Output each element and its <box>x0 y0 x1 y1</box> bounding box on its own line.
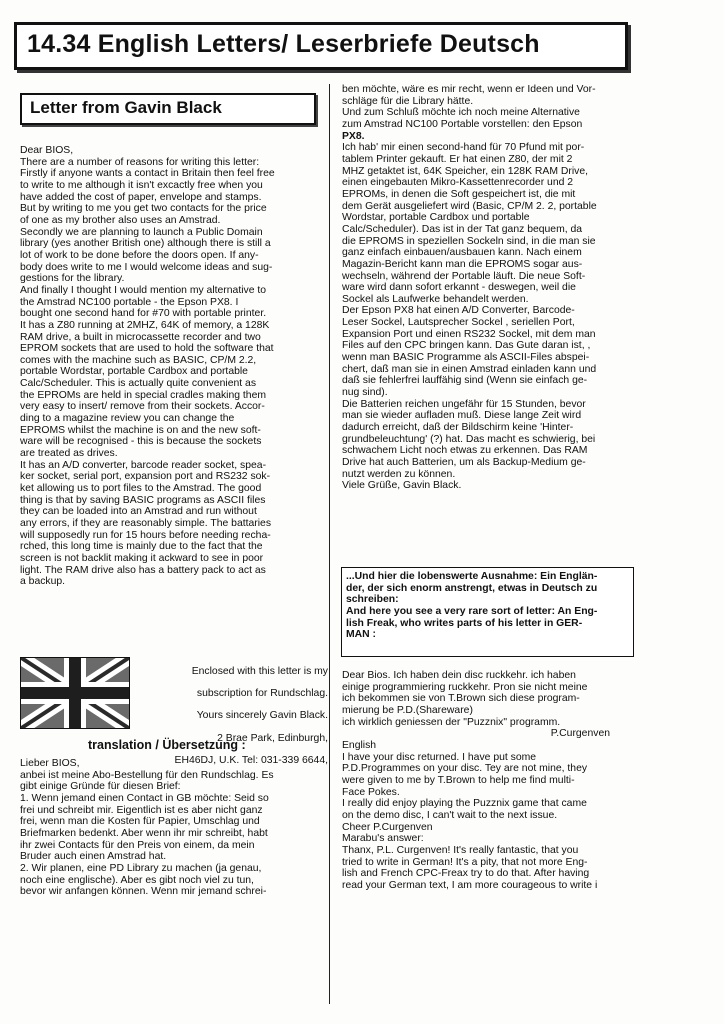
text-line: Magazin-Bericht kann man die EPROMS sogar aus- <box>342 258 583 270</box>
text-line: comes with the machine such as BASIC, CP/M 2.2, <box>20 354 257 366</box>
text-line: a backup. <box>20 576 66 588</box>
text-line: lot of work to be done before the doors open. If any- <box>20 249 259 261</box>
text-line: Thanx, P.L. Curgenven! It's really fantastic, that you <box>342 844 579 856</box>
text-line: very easy to insert/ remove from their sockets. Accor- <box>20 401 265 413</box>
text-line: ich wirklich geniessen der "Puzznix" programm. <box>342 716 561 728</box>
text-line: gestions for the library. <box>20 273 125 285</box>
text-line: are treated as drives. <box>20 448 118 460</box>
text-line: ...Und hier die lobenswerte Ausnahme: Ein Englän- <box>346 571 598 582</box>
text-line: gibt einige Gründe für diesen Brief: <box>20 781 181 793</box>
text-line: EH46DJ, U.K. Tel: 031-339 6644, <box>174 754 328 766</box>
text-line: PX8. <box>342 130 365 142</box>
text-line: ihr zwei Contacts für den Preis von einem, da mein <box>20 839 255 851</box>
text-line: screen is not backlit making it ackward to see in poor <box>20 552 264 564</box>
text-line: thing is that by saving BASIC programs as ASCII files <box>20 494 266 506</box>
text-line: anbei ist meine Abo-Bestellung für den Rundschlag. Es <box>20 769 274 781</box>
text-line: Die Batterien reichen ungefähr für 15 Stunden, bevor <box>342 398 586 410</box>
text-line: dadurch erreicht, daß der Bildschirm keine 'Hinter- <box>342 422 574 434</box>
text-line: Cheer P.Curgenven <box>342 821 433 833</box>
text-line: Wordstar, portable Cardbox und portable <box>342 212 530 224</box>
text-line: But by writing to me you get two contacts for the price <box>20 203 267 215</box>
text-line: tablem Printer gekauft. Er hat einen Z80, der mit 2 <box>342 153 573 165</box>
column-divider <box>329 84 330 1004</box>
text-line: bevor wir anfangen können. Wenn mir jemand schrei- <box>20 886 267 898</box>
text-line: nutzt werden zu können. <box>342 468 456 480</box>
text-line: ding to a magazine review you can change the <box>20 413 235 425</box>
letter-title: Letter from Gavin Black <box>30 98 222 117</box>
text-line: mierung be P.D.(Shareware) <box>342 704 473 716</box>
text-line: schreiben: <box>346 594 399 606</box>
text-line: ker socket, serial port, expansion port and RS232 sok- <box>20 471 271 483</box>
text-line: lish and French CPC-Freax try to do that. After having <box>342 868 590 880</box>
text-line: Sockel als Laufwerke behandelt werden. <box>342 293 529 305</box>
text-line: of one as my brother also uses an Amstrad. <box>20 214 221 226</box>
text-line: daß sie fehlerfrei lauffähig sind (Wenn sie einfach ge- <box>342 375 588 387</box>
text-line: chert, daß man sie in einen Amstrad einladen kann und <box>342 363 597 375</box>
text-line: subscription for Rundschlag. <box>196 688 328 700</box>
text-line: will supposedly run for 15 hours before needing recha- <box>20 529 271 541</box>
page-header <box>14 22 628 70</box>
text-line: Files auf den CPC bringen kann. Das Gute daran ist, , <box>342 340 591 352</box>
text-line: Enclosed with this letter is my <box>191 666 328 678</box>
text-line: It has a Z80 running at 2MHZ, 64K of memory, a 128K <box>20 319 270 331</box>
text-line: Viele Grüße, Gavin Black. <box>342 480 462 492</box>
text-line: frei, wenn man die Kosten für Papier, Umschlag und <box>20 816 260 828</box>
text-line: man sie wieder aufladen muß. Diese lange Zeit wird <box>342 410 582 422</box>
text-line: einen eingebauten Mikro-Kassettenrecorder und 2 <box>342 177 574 189</box>
text-line: ket allowing us to port files to the Amstrad. The good <box>20 483 262 495</box>
text-line: have added the cost of paper, envelope and stamps. <box>20 191 262 203</box>
text-line: Ich hab' mir einen second-hand für 70 Pfund mit por- <box>342 142 585 154</box>
text-line: portable Wordstar, portable Cardbox and portable <box>20 366 248 378</box>
text-line: P.D.Programmes on your disc. Tey are not mine, they <box>342 763 588 775</box>
text-line: were given to me by T.Brown to help me find multi- <box>342 774 575 786</box>
text-line: lish Freak, who writes parts of his letter in GER- <box>346 617 583 629</box>
text-line: Drive hat auch Batterien, um als Backup-Medium ge- <box>342 457 586 468</box>
text-line: light. The RAM drive also has a battery pack to act as <box>20 564 266 576</box>
text-line: Leser Sockel, Lautsprecher Sockel , seriellen Port, <box>342 317 575 329</box>
translation-heading: translation / Übersetzung : <box>88 738 246 752</box>
text-line: any errors, if they are reasonably simple. The battaries <box>20 518 272 529</box>
text-line: EPROMS whilst the machine is on and the new soft- <box>20 424 261 436</box>
text-line: schwachem Licht noch etwas zu erkennen. Das RAM <box>342 445 588 457</box>
text-line: library (yes another British one) although there is still a <box>20 238 271 250</box>
text-line: read your German text, I am more courageous to write i <box>342 879 598 891</box>
text-line: the EPROMs are held in special cradles making them <box>20 389 267 401</box>
letter-english-text <box>20 145 312 588</box>
text-line: MHZ getaktet ist, 64K Speicher, ein 128K RAM Drive, <box>342 165 589 177</box>
text-line: zum Amstrad NC100 Portable vorstellen: den Epson <box>342 118 583 130</box>
text-line: wenn man BASIC Programme als ASCII-Files abspei- <box>342 352 590 364</box>
text-line: rched, this long time is mainly due to the fact that the <box>20 541 263 553</box>
text-line: 2 Brae Park, Edinburgh, <box>217 732 328 744</box>
text-line: Und zum Schluß möchte ich noch meine Alternative <box>342 107 580 119</box>
page-title: 14.34 English Letters/ Leserbriefe Deutsch <box>27 30 540 58</box>
text-line: Dear Bios. Ich haben dein disc ruckkehr. ich haben <box>342 670 576 681</box>
text-line: Der Epson PX8 hat einen A/D Converter, Barcode- <box>342 305 575 317</box>
text-line: ich bekommen sie von T.Brown sich diese program- <box>342 693 580 705</box>
text-line: Calc/Scheduler. This is actually quite convenient as <box>20 378 257 390</box>
text-line: ware wird dann sofort erkannt - deswegen, weil die <box>342 282 576 294</box>
text-line: grundbeleuchtung' (?) hat. Das macht es schwierig, bei <box>342 433 596 445</box>
text-line: MAN : <box>346 629 377 641</box>
text-line: on the demo disc, I can't wait to the next issue. <box>342 809 558 821</box>
letter-german-continued <box>342 84 630 492</box>
signature: P.Curgenven <box>550 728 610 740</box>
text-line: frei und schreibt mir. Eigentlich ist es aber nicht ganz <box>20 804 263 816</box>
text-line: English <box>342 739 377 751</box>
text-line: EPROMs, in denen die Soft gespeichert ist, die mit <box>342 188 576 200</box>
text-line: Firstly if anyone wants a contact in Britain then feel free <box>20 168 275 180</box>
text-line: ben möchte, wäre es mir recht, wenn er Ideen und Vor- <box>342 84 596 95</box>
text-line: Secondly we are planning to launch a Public Domain <box>20 226 263 238</box>
text-line: Calc/Scheduler). Das ist in der Tat ganz bequem, da <box>342 223 583 235</box>
union-jack-flag-image <box>20 657 130 729</box>
text-line: noch eine englische). Aber es gibt noch viel zu tun, <box>20 874 254 886</box>
text-line: And here you see a very rare sort of letter: An Eng- <box>346 605 598 617</box>
text-line: Expansion Port und einen RS232 Sockel, mit dem man <box>342 328 596 340</box>
editor-note-text <box>346 571 629 641</box>
text-line: the Amstrad NC100 portable - the Epson PX8. I <box>20 296 239 308</box>
text-line: ware will be recognised - this is because the sockets <box>20 436 262 448</box>
text-line: Face Pokes. <box>342 786 400 798</box>
text-line: 2. Wir planen, eine PD Library zu machen (ja genau, <box>20 862 262 874</box>
text-line: Briefmarken bedenkt. Aber wenn ihr mir schreibt, habt <box>20 827 268 839</box>
text-line: Yours sincerely Gavin Black. <box>196 710 328 722</box>
letter-curgenven <box>342 670 630 891</box>
letter-title-box <box>20 93 316 125</box>
text-line: schläge für die Library hätte. <box>342 95 474 107</box>
text-line: body does write to me I would welcome ideas and sug- <box>20 261 273 273</box>
text-line: tried to write in German! It's a pity, that not more Eng- <box>342 856 588 868</box>
text-line: ganz einfach einbauen/ausbauen kann. Nach einem <box>342 247 582 259</box>
text-line: einige programmiering ruckkehr. Pron sie nicht meine <box>342 681 588 693</box>
text-line: Dear BIOS, <box>20 145 74 156</box>
text-line: to write to me although it isn't excactly free when you <box>20 179 263 191</box>
text-line: nug sind). <box>342 387 388 399</box>
text-line: Lieber BIOS, <box>20 758 80 769</box>
text-line: die EPROMS in speziellen Sockeln sind, in die man sie <box>342 235 596 247</box>
text-line: There are a number of reasons for writing this letter: <box>20 156 260 168</box>
text-line: It has an A/D converter, barcode reader socket, spea- <box>20 459 267 471</box>
text-line: der, der sich enorm anstrengt, etwas in Deutsch zu <box>346 582 598 594</box>
text-line: I really did enjoy playing the Puzznix game that came <box>342 798 587 810</box>
text-line: bought one second hand for #70 with portable printer. <box>20 308 267 320</box>
text-line: dem Gerät ausgeliefert wird (Basic, CP/M 2. 2, portable <box>342 200 597 212</box>
text-line: 1. Wenn jemand einen Contact in GB möchte: Seid so <box>20 792 269 804</box>
text-line: Bruder auch einen Amstrad hat. <box>20 851 167 863</box>
text-line: wechseln, während der Portable läuft. Die neue Soft- <box>342 270 586 282</box>
text-line: I have your disc returned. I have put some <box>342 751 537 763</box>
text-line: And finally I thought I would mention my alternative to <box>20 284 267 296</box>
text-line: RAM drive, a built in microcassette recorder and two <box>20 331 261 343</box>
text-line: they can be loaded into an Amstrad and run without <box>20 506 257 518</box>
editor-note-box <box>341 567 634 657</box>
text-line: EPROM sockets that are used to hold the software that <box>20 343 274 355</box>
text-line: Marabu's answer: <box>342 833 424 845</box>
letter-german-translation <box>20 758 312 898</box>
